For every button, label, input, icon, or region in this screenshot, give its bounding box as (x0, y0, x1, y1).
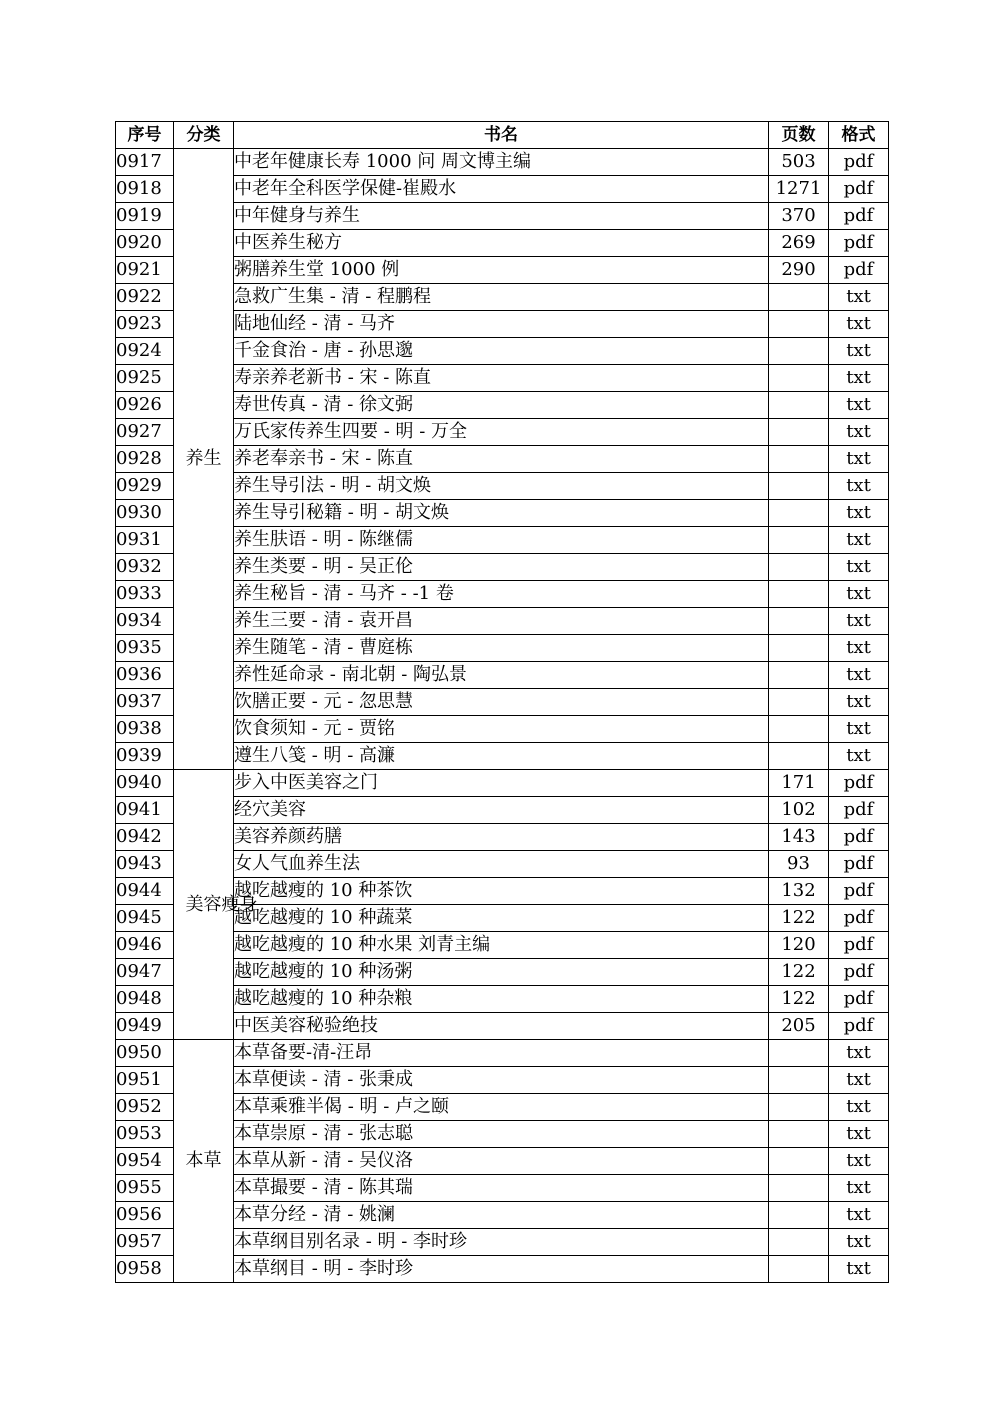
book-title: 越吃越瘦的 10 种蔬菜 (234, 905, 769, 932)
file-format: pdf (829, 878, 889, 905)
file-format: txt (829, 1094, 889, 1121)
row-number: 0932 (116, 554, 174, 581)
file-format: txt (829, 1040, 889, 1067)
book-title: 中老年健康长寿 1000 问 周文博主编 (234, 149, 769, 176)
file-format: txt (829, 716, 889, 743)
book-title: 中医美容秘验绝技 (234, 1013, 769, 1040)
page-count (769, 1067, 829, 1094)
table-row (116, 770, 889, 797)
row-number: 0944 (116, 878, 174, 905)
page-count: 269 (769, 230, 829, 257)
page-count: 93 (769, 851, 829, 878)
file-format: txt (829, 1256, 889, 1283)
file-format: pdf (829, 824, 889, 851)
page-count: 122 (769, 905, 829, 932)
page-count: 132 (769, 878, 829, 905)
file-format: txt (829, 689, 889, 716)
header-title: 书名 (234, 122, 769, 149)
category-label: 本草 (185, 1150, 222, 1171)
page-count (769, 1040, 829, 1067)
page-count (769, 1094, 829, 1121)
file-format: pdf (829, 230, 889, 257)
page-count: 205 (769, 1013, 829, 1040)
file-format: txt (829, 500, 889, 527)
book-title: 中年健身与养生 (234, 203, 769, 230)
page-count (769, 689, 829, 716)
page-count (769, 1175, 829, 1202)
row-number: 0945 (116, 905, 174, 932)
page-count: 171 (769, 770, 829, 797)
page-count: 143 (769, 824, 829, 851)
file-format: pdf (829, 257, 889, 284)
row-number: 0921 (116, 257, 174, 284)
page-count (769, 1202, 829, 1229)
book-title: 中老年全科医学保健-崔殿水 (234, 176, 769, 203)
page-count (769, 446, 829, 473)
page-count: 122 (769, 986, 829, 1013)
file-format: pdf (829, 1013, 889, 1040)
category-label: 美容瘦身 (185, 893, 258, 915)
page-count (769, 608, 829, 635)
page-count (769, 716, 829, 743)
book-title: 饮食须知 - 元 - 贾铭 (234, 716, 769, 743)
row-number: 0948 (116, 986, 174, 1013)
row-number: 0956 (116, 1202, 174, 1229)
book-title: 本草分经 - 清 - 姚澜 (234, 1202, 769, 1229)
book-title: 步入中医美容之门 (234, 770, 769, 797)
row-number: 0939 (116, 743, 174, 770)
file-format: txt (829, 311, 889, 338)
page-count (769, 527, 829, 554)
file-format: txt (829, 392, 889, 419)
row-number: 0928 (116, 446, 174, 473)
book-title: 急救广生集 - 清 - 程鹏程 (234, 284, 769, 311)
file-format: pdf (829, 203, 889, 230)
row-number: 0929 (116, 473, 174, 500)
row-number: 0937 (116, 689, 174, 716)
row-number: 0927 (116, 419, 174, 446)
row-number: 0924 (116, 338, 174, 365)
row-number: 0917 (116, 149, 174, 176)
page-count (769, 419, 829, 446)
row-number: 0940 (116, 770, 174, 797)
page-count (769, 311, 829, 338)
book-title: 养生肤语 - 明 - 陈继儒 (234, 527, 769, 554)
page-count: 370 (769, 203, 829, 230)
row-number: 0946 (116, 932, 174, 959)
table-header-row (116, 122, 889, 149)
book-title: 养老奉亲书 - 宋 - 陈直 (234, 446, 769, 473)
page-count (769, 338, 829, 365)
file-format: txt (829, 1148, 889, 1175)
row-number: 0920 (116, 230, 174, 257)
file-format: txt (829, 338, 889, 365)
file-format: pdf (829, 959, 889, 986)
row-number: 0933 (116, 581, 174, 608)
file-format: txt (829, 662, 889, 689)
row-number: 0925 (116, 365, 174, 392)
page-count: 122 (769, 959, 829, 986)
book-title: 本草乘雅半偈 - 明 - 卢之颐 (234, 1094, 769, 1121)
row-number: 0952 (116, 1094, 174, 1121)
book-title: 粥膳养生堂 1000 例 (234, 257, 769, 284)
row-number: 0923 (116, 311, 174, 338)
row-number: 0926 (116, 392, 174, 419)
book-title: 养生随笔 - 清 - 曹庭栋 (234, 635, 769, 662)
book-title: 经穴美容 (234, 797, 769, 824)
page-count (769, 1121, 829, 1148)
file-format: pdf (829, 905, 889, 932)
book-title: 万氏家传养生四要 - 明 - 万全 (234, 419, 769, 446)
file-format: txt (829, 581, 889, 608)
row-number: 0958 (116, 1256, 174, 1283)
book-catalog-table (115, 121, 889, 1283)
file-format: txt (829, 446, 889, 473)
file-format: txt (829, 419, 889, 446)
file-format: txt (829, 743, 889, 770)
table-row (116, 149, 889, 176)
book-title: 陆地仙经 - 清 - 马齐 (234, 311, 769, 338)
row-number: 0943 (116, 851, 174, 878)
book-title: 寿亲养老新书 - 宋 - 陈直 (234, 365, 769, 392)
book-title: 本草便读 - 清 - 张秉成 (234, 1067, 769, 1094)
row-number: 0936 (116, 662, 174, 689)
row-number: 0918 (116, 176, 174, 203)
page-count (769, 554, 829, 581)
file-format: pdf (829, 932, 889, 959)
file-format: txt (829, 635, 889, 662)
book-title: 养生导引秘籍 - 明 - 胡文焕 (234, 500, 769, 527)
book-title: 饮膳正要 - 元 - 忽思慧 (234, 689, 769, 716)
file-format: txt (829, 1067, 889, 1094)
page-count (769, 1256, 829, 1283)
header-format: 格式 (829, 122, 889, 149)
header-category: 分类 (174, 122, 234, 149)
page-count (769, 581, 829, 608)
row-number: 0938 (116, 716, 174, 743)
book-title: 越吃越瘦的 10 种杂粮 (234, 986, 769, 1013)
file-format: txt (829, 554, 889, 581)
page-count: 102 (769, 797, 829, 824)
row-number: 0954 (116, 1148, 174, 1175)
file-format: txt (829, 608, 889, 635)
file-format: txt (829, 1175, 889, 1202)
category-label: 养生 (185, 448, 222, 469)
row-number: 0955 (116, 1175, 174, 1202)
header-num: 序号 (116, 122, 174, 149)
row-number: 0950 (116, 1040, 174, 1067)
page-count (769, 1229, 829, 1256)
book-title: 寿世传真 - 清 - 徐文弼 (234, 392, 769, 419)
file-format: txt (829, 1229, 889, 1256)
row-number: 0947 (116, 959, 174, 986)
row-number: 0953 (116, 1121, 174, 1148)
book-title: 本草备要-清-汪昂 (234, 1040, 769, 1067)
category-cell (174, 149, 234, 770)
book-title: 美容养颜药膳 (234, 824, 769, 851)
book-title: 越吃越瘦的 10 种茶饮 (234, 878, 769, 905)
page-count: 503 (769, 149, 829, 176)
book-title: 本草撮要 - 清 - 陈其瑞 (234, 1175, 769, 1202)
page-count: 120 (769, 932, 829, 959)
book-title: 越吃越瘦的 10 种汤粥 (234, 959, 769, 986)
book-title: 养生导引法 - 明 - 胡文焕 (234, 473, 769, 500)
book-title: 中医养生秘方 (234, 230, 769, 257)
row-number: 0949 (116, 1013, 174, 1040)
page-count (769, 635, 829, 662)
file-format: pdf (829, 176, 889, 203)
book-title: 养生三要 - 清 - 袁开昌 (234, 608, 769, 635)
book-title: 女人气血养生法 (234, 851, 769, 878)
file-format: txt (829, 1202, 889, 1229)
book-title: 千金食治 - 唐 - 孙思邈 (234, 338, 769, 365)
book-title: 本草从新 - 清 - 吴仪洛 (234, 1148, 769, 1175)
row-number: 0951 (116, 1067, 174, 1094)
file-format: pdf (829, 986, 889, 1013)
file-format: pdf (829, 797, 889, 824)
file-format: txt (829, 1121, 889, 1148)
category-cell (174, 770, 258, 1040)
page-count: 1271 (769, 176, 829, 203)
table-row (116, 1040, 889, 1067)
book-title: 本草纲目 - 明 - 李时珍 (234, 1256, 769, 1283)
row-number: 0931 (116, 527, 174, 554)
header-pages: 页数 (769, 122, 829, 149)
row-number: 0934 (116, 608, 174, 635)
row-number: 0922 (116, 284, 174, 311)
page-count (769, 284, 829, 311)
page-count (769, 662, 829, 689)
table-body (116, 149, 889, 1283)
page-count (769, 365, 829, 392)
file-format: txt (829, 284, 889, 311)
category-cell (174, 1040, 234, 1283)
page-count (769, 500, 829, 527)
row-number: 0930 (116, 500, 174, 527)
book-title: 越吃越瘦的 10 种水果 刘青主编 (234, 932, 769, 959)
row-number: 0919 (116, 203, 174, 230)
page-count (769, 392, 829, 419)
row-number: 0942 (116, 824, 174, 851)
file-format: pdf (829, 851, 889, 878)
file-format: txt (829, 473, 889, 500)
file-format: txt (829, 365, 889, 392)
page-count (769, 473, 829, 500)
book-title: 遵生八笺 - 明 - 高濂 (234, 743, 769, 770)
book-title: 本草纲目别名录 - 明 - 李时珍 (234, 1229, 769, 1256)
row-number: 0935 (116, 635, 174, 662)
file-format: pdf (829, 149, 889, 176)
file-format: txt (829, 527, 889, 554)
book-title: 养生类要 - 明 - 吴正伦 (234, 554, 769, 581)
book-title: 本草崇原 - 清 - 张志聪 (234, 1121, 769, 1148)
book-title: 养性延命录 - 南北朝 - 陶弘景 (234, 662, 769, 689)
page-count: 290 (769, 257, 829, 284)
row-number: 0941 (116, 797, 174, 824)
row-number: 0957 (116, 1229, 174, 1256)
file-format: pdf (829, 770, 889, 797)
page-count (769, 1148, 829, 1175)
book-title: 养生秘旨 - 清 - 马齐 - -1 卷 (234, 581, 769, 608)
page-count (769, 743, 829, 770)
